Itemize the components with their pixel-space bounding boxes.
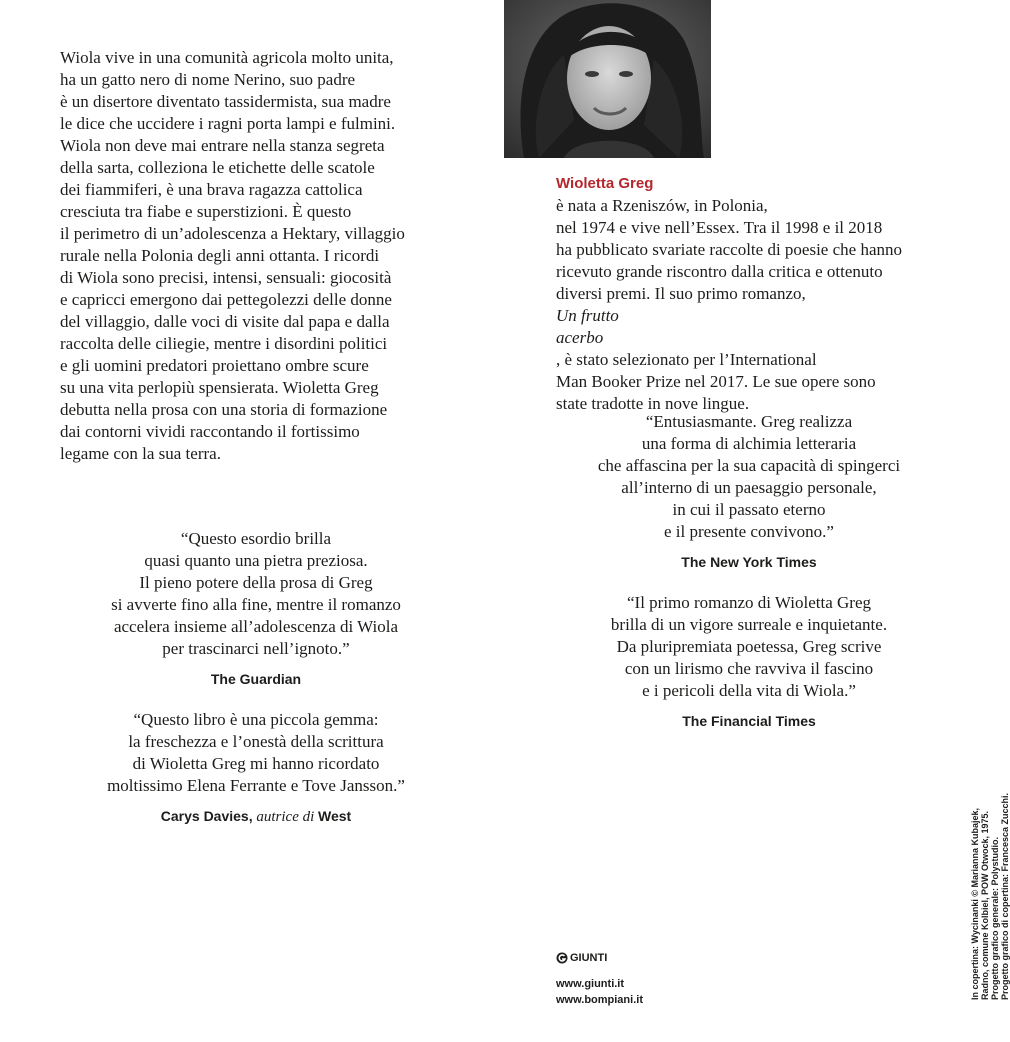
blurb-line: ha un gatto nero di nome Nerino, suo padre	[60, 70, 356, 89]
bio-text: diversi premi. Il suo primo romanzo,	[556, 284, 806, 303]
cover-credits	[970, 793, 1010, 1000]
source-role: autrice di	[252, 809, 319, 825]
blurb-line: rurale nella Polonia degli anni ottanta. I ricordi	[60, 246, 380, 265]
source-work: West	[318, 808, 352, 824]
credit-line: Progetto grafico generale: Polystudio.	[990, 836, 1000, 1000]
quote-line: “Entusiasmante. Greg realizza	[645, 412, 853, 431]
blurb-line: del villaggio, dalle voci di visite dal papa e dalla	[60, 312, 390, 331]
quote-line: accelera insieme all’adolescenza di Wiola	[113, 617, 399, 636]
quote-line: una forma di alchimia letteraria	[641, 434, 857, 453]
author-photo	[504, 0, 711, 158]
novel-title: acerbo	[556, 328, 604, 347]
publisher-url: www.giunti.it	[556, 978, 625, 990]
blurb-line: di Wiola sono precisi, intensi, sensuali: giocosità	[60, 268, 392, 287]
quote-line: moltissimo Elena Ferrante e Tove Jansson.”	[107, 776, 405, 795]
quote-source: The Guardian	[210, 671, 302, 687]
blurb-line: legame con la sua terra.	[60, 444, 221, 463]
bio-line: Man Booker Prize nel 2017. Le sue opere sono	[556, 372, 876, 391]
bio-line	[556, 283, 936, 327]
novel-title: Un frutto	[556, 306, 619, 325]
giunti-logo-text: GIUNTI	[570, 952, 608, 964]
author-bio	[556, 173, 936, 415]
blurb-line: e capricci emergono dai pettegolezzi delle donne	[60, 290, 392, 309]
quote-line: “Questo libro è una piccola gemma:	[133, 710, 379, 729]
blurb-line: cresciuta tra fiabe e superstizioni. È questo	[60, 202, 352, 221]
quote-line: che affascina per la sua capacità di spingerci	[597, 456, 901, 475]
blurb-line: raccolta delle ciliegie, mentre i disordini politici	[60, 334, 388, 353]
blurb-line: Wiola vive in una comunità agricola molto unita,	[60, 48, 394, 67]
review-quote-nyt	[556, 411, 942, 571]
blurb-line: e gli uomini predatori proiettano ombre scure	[60, 356, 369, 375]
blurb-line: è un disertore diventato tassidermista, sua madre	[60, 92, 391, 111]
quote-line: la freschezza e l’onestà della scrittura	[128, 732, 384, 751]
quote-source	[60, 807, 452, 826]
publisher-url: www.bompiani.it	[556, 994, 643, 1006]
quote-line: Da pluripremiata poetessa, Greg scrive	[616, 637, 882, 656]
quote-source: The New York Times	[681, 554, 817, 570]
blurb-line: dei fiammiferi, è una brava ragazza cattolica	[60, 180, 363, 199]
giunti-logo-icon	[556, 952, 568, 964]
review-quote-davies	[60, 709, 452, 826]
blurb-line: Wiola non deve mai entrare nella stanza segreta	[60, 136, 385, 155]
author-portrait-image	[504, 0, 711, 158]
quote-line: Il pieno potere della prosa di Greg	[139, 573, 373, 592]
quote-line: e i pericoli della vita di Wiola.”	[642, 681, 856, 700]
publisher-info	[556, 950, 643, 1008]
bio-line: ha pubblicato svariate raccolte di poesie che hanno	[556, 240, 902, 259]
credit-line: In copertina: Wycinanki © Marianna Kubajek,	[970, 807, 980, 1000]
giunti-logo	[556, 950, 643, 966]
quote-line: “Il primo romanzo di Wioletta Greg	[626, 593, 871, 612]
review-quote-ft	[556, 592, 942, 730]
bio-line: ricevuto grande riscontro dalla critica e ottenuto	[556, 262, 883, 281]
bio-line	[556, 327, 936, 371]
quote-line: “Questo esordio brilla	[180, 529, 332, 548]
blurb-line: le dice che uccidere i ragni porta lampi e fulmini.	[60, 114, 396, 133]
quote-source: The Financial Times	[682, 713, 816, 729]
blurb-line: il perimetro di un’adolescenza a Hektary, villaggio	[60, 224, 405, 243]
credit-line: Radno, comune Kolbiel, POW Otwock, 1975.	[980, 810, 990, 1000]
blurb-line: della sarta, colleziona le etichette delle scatole	[60, 158, 375, 177]
bio-text: , è stato selezionato per l’International	[556, 350, 817, 369]
book-blurb	[60, 47, 460, 465]
quote-line: in cui il passato eterno	[672, 500, 826, 519]
quote-line: e il presente convivono.”	[664, 522, 834, 541]
quote-line: si avverte fino alla fine, mentre il romanzo	[111, 595, 401, 614]
quote-line: per trascinarci nell’ignoto.”	[162, 639, 350, 658]
quote-line: brilla di un vigore surreale e inquietante.	[610, 615, 888, 634]
review-quote-guardian	[60, 528, 452, 688]
quote-line: quasi quanto una pietra preziosa.	[144, 551, 368, 570]
author-name: Wioletta Greg	[556, 175, 654, 192]
bio-text: è nata a Rzeniszów, in Polonia,	[556, 196, 768, 215]
quote-line: all’interno di un paesaggio personale,	[621, 478, 877, 497]
quote-line: di Wioletta Greg mi hanno ricordato	[132, 754, 380, 773]
bio-line	[556, 173, 936, 217]
bio-line: state tradotte in nove lingue.	[556, 394, 750, 413]
source-name: Carys Davies,	[160, 808, 253, 824]
blurb-line: debutta nella prosa con una storia di formazione	[60, 400, 388, 419]
credit-line: Progetto grafico di copertina: Francesca Zucchi.	[1000, 792, 1010, 1000]
quote-line: con un lirismo che ravviva il fascino	[624, 659, 874, 678]
blurb-line: su una vita perlopiù spensierata. Wioletta Greg	[60, 378, 379, 397]
blurb-line: dai contorni vividi raccontando il fortissimo	[60, 422, 360, 441]
bio-line: nel 1974 e vive nell’Essex. Tra il 1998 e il 2018	[556, 218, 883, 237]
